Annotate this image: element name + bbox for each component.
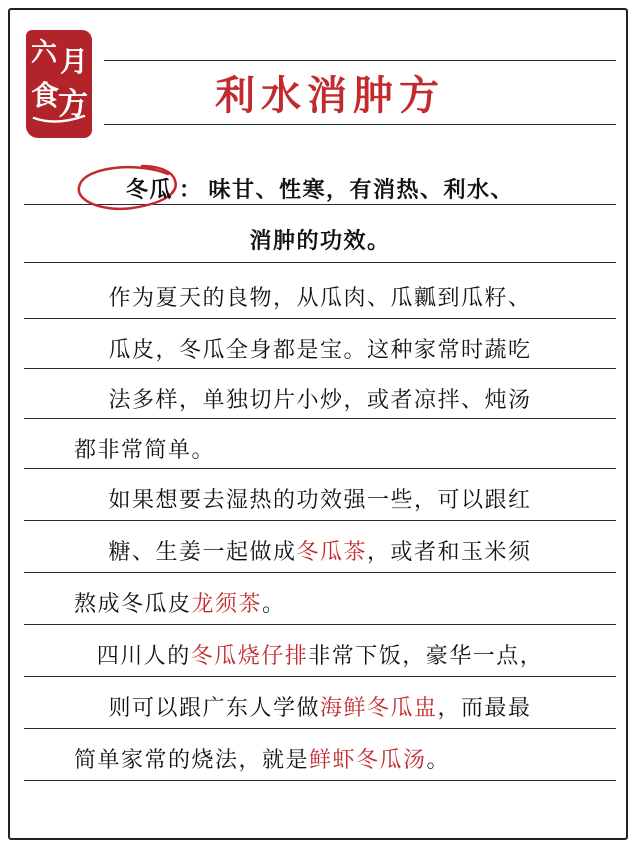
line-text: ，而最最: [437, 696, 532, 721]
page-title: 利水消肿方: [215, 72, 445, 119]
colon: ：: [178, 177, 203, 203]
ruled-line: [24, 318, 616, 319]
ruled-line: [24, 418, 616, 419]
intro-line-1: [0, 175, 640, 205]
seal-char-3: 食: [31, 79, 60, 112]
line-text: 则可以跟广东人学做: [108, 696, 320, 721]
ruled-line: [24, 572, 616, 573]
seal-char-4: 方: [58, 87, 88, 122]
highlight-dish: 冬瓜茶: [296, 540, 367, 565]
ruled-line: [24, 676, 616, 677]
ruled-line: [24, 624, 616, 625]
paragraph-line: 都非常简单。: [74, 438, 216, 463]
line-text: 熬成冬瓜皮: [74, 592, 192, 617]
highlight-dish: 龙须茶: [191, 592, 263, 617]
ruled-line: [24, 780, 616, 781]
ruled-line: [24, 728, 616, 729]
paragraph-line: 法多样，单独切片小炒，或者凉拌、炖汤: [108, 388, 532, 413]
paragraph-line: 如果想要去湿热的功效强一些，可以跟红: [108, 488, 532, 513]
seal-logo: [26, 30, 92, 138]
paragraph-line: [0, 642, 640, 672]
highlight-dish: 鲜虾冬瓜汤: [309, 748, 427, 773]
intro-text-1: 味甘、性寒，有消热、利水、: [208, 177, 515, 203]
highlight-dish: 冬瓜烧仔排: [190, 644, 309, 669]
ruled-line: [24, 368, 616, 369]
intro-line-2: 消肿的功效。: [249, 228, 391, 254]
line-text: 。: [426, 748, 451, 773]
ruled-line: [24, 262, 616, 263]
paragraph-line: [0, 538, 640, 568]
subject-term: 冬瓜: [125, 177, 173, 203]
line-text: 。: [262, 592, 286, 617]
ruled-line: [104, 124, 616, 125]
seal-char-2: 月: [60, 45, 89, 78]
line-text: ，或者和玉米须: [367, 540, 532, 565]
line-text: 四川人的: [96, 644, 191, 669]
paragraph-line: [74, 590, 286, 620]
ruled-line: [24, 520, 616, 521]
paragraph-line: [0, 694, 640, 724]
seal-char-1: 六: [31, 38, 58, 68]
paragraph-line: [74, 746, 450, 776]
line-text: 简单家常的烧法，就是: [74, 748, 310, 773]
paragraph-line: 作为夏天的良物，从瓜肉、瓜瓤到瓜籽、: [108, 286, 532, 311]
ruled-line: [104, 60, 616, 61]
line-text: 非常下饭，豪华一点，: [308, 644, 544, 669]
ruled-line: [24, 468, 616, 469]
line-text: 糖、生姜一起做成: [108, 540, 297, 565]
paragraph-line: 瓜皮，冬瓜全身都是宝。这种家常时蔬吃: [108, 338, 532, 363]
highlight-dish: 海鲜冬瓜盅: [319, 696, 438, 721]
